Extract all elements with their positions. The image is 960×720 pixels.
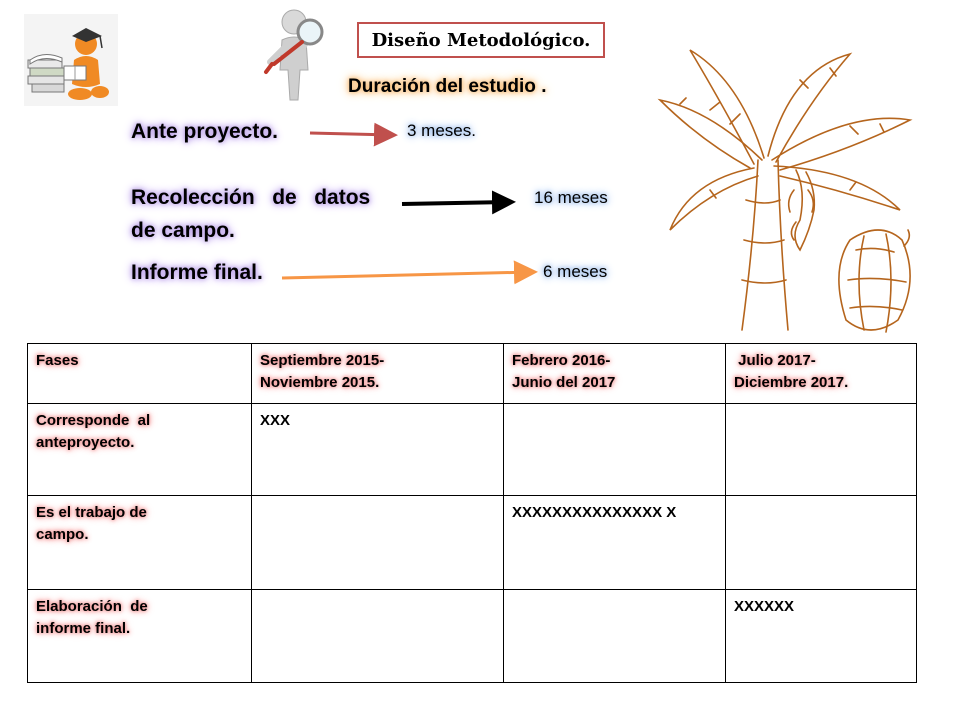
mark-cell bbox=[726, 404, 917, 496]
study-duration-heading: Duración del estudio . bbox=[348, 76, 547, 97]
stage-fieldwork-duration: 16 meses bbox=[534, 188, 608, 207]
phase-cell: Es el trabajo de campo. bbox=[28, 496, 252, 590]
table-row bbox=[28, 496, 917, 590]
stage-report-label: Informe final. bbox=[131, 261, 263, 284]
stage-preproject-label: Ante proyecto. bbox=[131, 120, 279, 143]
banana-cacao-sketch bbox=[650, 40, 950, 340]
page-title: Diseño Metodológico. bbox=[357, 22, 605, 58]
header-period-2: Febrero 2016- Junio del 2017 bbox=[504, 344, 726, 404]
arrow-report bbox=[282, 272, 532, 278]
mark-cell: XXXXXX bbox=[726, 590, 917, 683]
stage-fieldwork-label-line2: de campo. bbox=[131, 219, 235, 242]
arrow-preproject bbox=[310, 133, 392, 135]
mark-cell: XXX bbox=[252, 404, 504, 496]
stage-fieldwork-label-line1: Recolección de datos bbox=[131, 186, 371, 209]
table-row bbox=[28, 590, 917, 683]
mark-cell bbox=[252, 496, 504, 590]
mark-cell bbox=[252, 590, 504, 683]
mark-cell bbox=[726, 496, 917, 590]
table-header-row bbox=[28, 344, 917, 404]
header-period-3: Julio 2017- Diciembre 2017. bbox=[726, 344, 917, 404]
mark-cell bbox=[504, 590, 726, 683]
stage-report-duration: 6 meses bbox=[543, 262, 608, 281]
phase-cell: Elaboración de informe final. bbox=[28, 590, 252, 683]
phase-cell: Corresponde al anteproyecto. bbox=[28, 404, 252, 496]
mark-cell bbox=[504, 404, 726, 496]
header-phases: Fases bbox=[28, 344, 252, 404]
header-period-1: Septiembre 2015- Noviembre 2015. bbox=[252, 344, 504, 404]
phases-table bbox=[27, 343, 916, 682]
mark-cell: XXXXXXXXXXXXXXX X bbox=[504, 496, 726, 590]
table-row bbox=[28, 404, 917, 496]
stage-preproject-duration: 3 meses. bbox=[407, 121, 476, 140]
arrow-fieldwork bbox=[402, 202, 512, 204]
